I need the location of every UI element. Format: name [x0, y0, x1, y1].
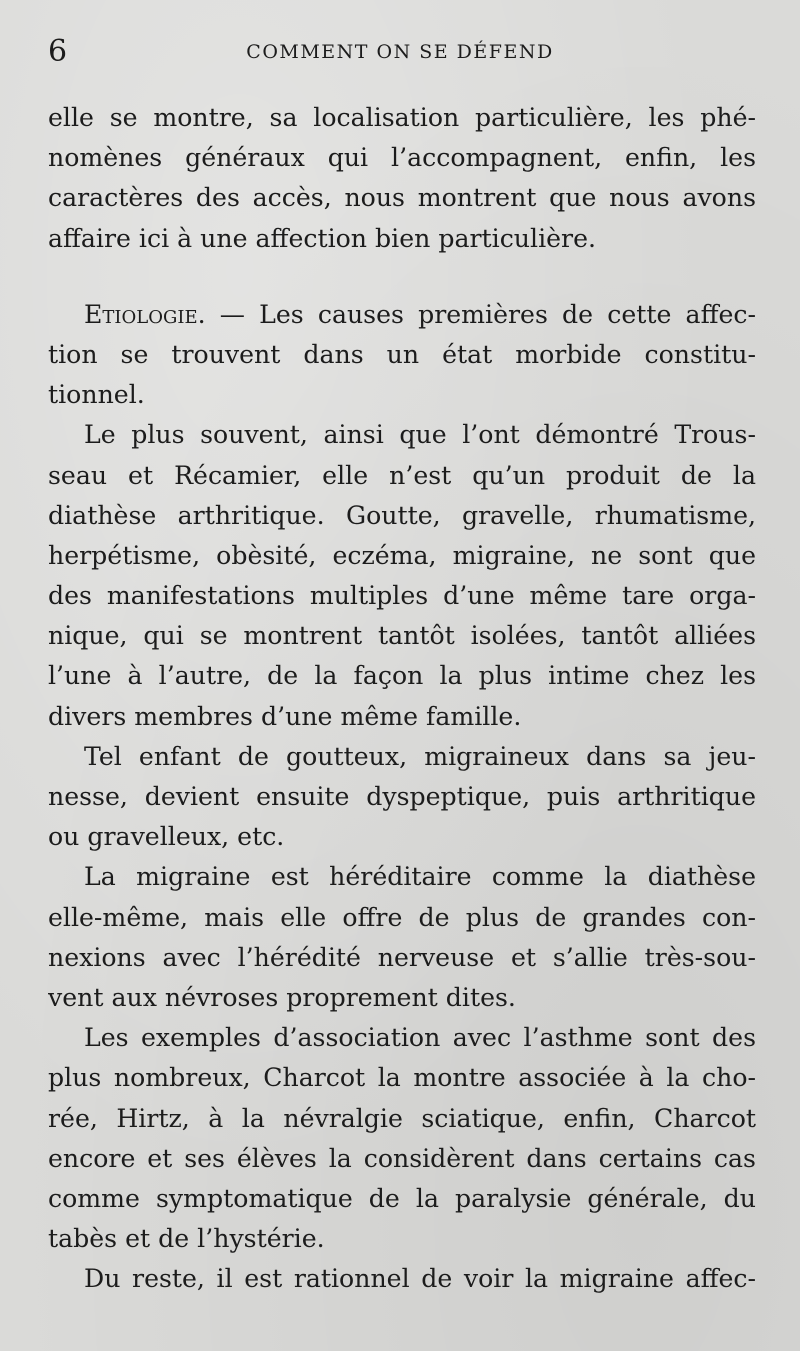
text-line: ou gravelleux, etc. [48, 822, 285, 852]
paragraph [48, 1018, 756, 1259]
text-line: divers membres d’une même famille. [48, 701, 522, 731]
section-gap [48, 259, 756, 295]
text-line: comme symptomatique de la paralysie générale, du [48, 1183, 756, 1213]
text-line: La migraine est héréditaire comme la diathèse [84, 862, 756, 892]
text-line: elle se montre, sa localisation particulière, les phé- [48, 103, 756, 132]
text-line: affaire ici à une affection bien particulière. [48, 223, 597, 253]
text-line: caractères des accès, nous montrent que nous avons [48, 183, 756, 213]
text-line: nexions avec l’hérédité nerveuse et s’allie très-sou- [48, 942, 756, 972]
text-line: diathèse arthritique. Goutte, gravelle, rhumatisme, [48, 500, 756, 530]
text-line: des manifestations multiples d’une même tare orga- [48, 581, 756, 611]
page-number: 6 [48, 34, 68, 69]
paragraph [48, 295, 756, 416]
text-line: tion se trouvent dans un état morbide constitu- [48, 339, 756, 369]
text-line: l’une à l’autre, de la façon la plus intime chez les [48, 661, 756, 691]
text-line: Le plus souvent, ainsi que l’ont démontré Trous- [84, 420, 756, 450]
text-line: nomènes généraux qui l’accompagnent, enfin, les [48, 143, 756, 173]
body-text [48, 98, 756, 1299]
text-line: vent aux névroses proprement dites. [48, 982, 516, 1012]
text-line: nique, qui se montrent tantôt isolées, tantôt alliées [48, 621, 756, 651]
text-fragment: — Les causes premières de cette affec- [205, 299, 756, 329]
paragraph [48, 737, 756, 858]
text-line: plus nombreux, Charcot la montre associée à la cho- [48, 1063, 756, 1093]
paragraph [48, 1259, 756, 1299]
section-heading: Etiologie. [84, 299, 206, 329]
paragraph [48, 415, 756, 737]
text-line: seau et Récamier, elle n’est qu’un produit de la [48, 460, 756, 490]
running-title: COMMENT ON SE DÉFEND [246, 41, 554, 63]
text-line: encore et ses élèves la considèrent dans certains cas [48, 1143, 756, 1173]
text-line: Les exemples d’association avec l’asthme sont des [84, 1023, 756, 1053]
text-line: tabès et de l’hystérie. [48, 1224, 325, 1254]
text-line: tionnel. [48, 380, 145, 410]
text-line: elle-même, mais elle offre de plus de grandes con- [48, 902, 756, 932]
text-line [48, 295, 756, 335]
page-header [48, 34, 752, 70]
text-line: herpétisme, obèsité, eczéma, migraine, ne sont que [48, 540, 756, 570]
text-line: Tel enfant de goutteux, migraineux dans sa jeu- [84, 741, 756, 771]
text-line: nesse, devient ensuite dyspeptique, puis arthritique [48, 782, 756, 811]
paragraph [48, 98, 756, 259]
text-line: Du reste, il est rationnel de voir la migraine affec- [84, 1264, 756, 1294]
paragraph [48, 857, 756, 1018]
text-line: rée, Hirtz, à la névralgie sciatique, enfin, Charcot [48, 1103, 756, 1133]
